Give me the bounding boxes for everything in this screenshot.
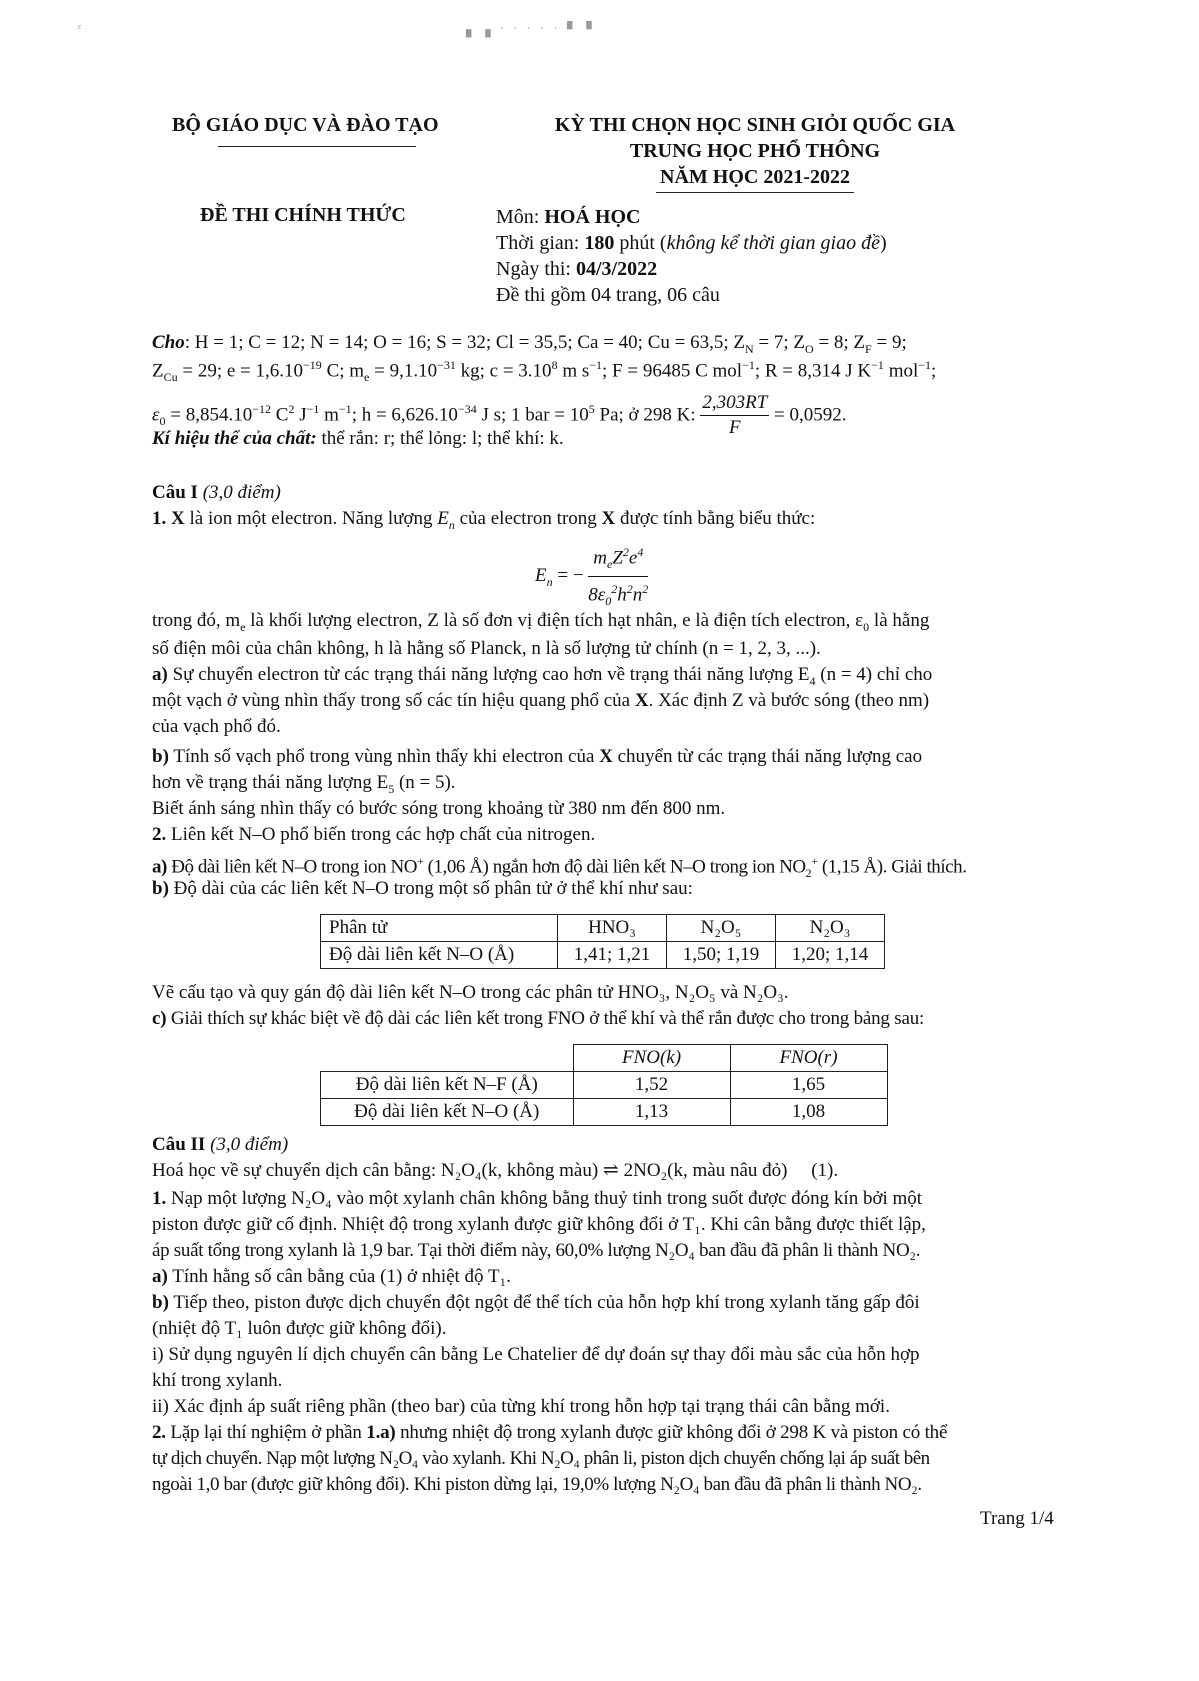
q1-points: (3,0 điểm) [197,482,281,503]
title-underline [656,192,854,193]
fn-sup: 2 [622,545,629,559]
q1-p2b [152,876,1070,902]
table-row [321,915,885,942]
q1-p2c-label: c) [152,1008,167,1029]
fd: 8ε [588,584,606,606]
time-note: không kể thời gian giao đề [666,232,880,254]
q1-p2b-label: b) [152,878,169,899]
date-value: 04/3/2022 [576,258,658,280]
const-sub: F [865,341,872,356]
table-row [321,1099,888,1126]
q1-b-label: b) [152,746,169,767]
const-sup: −1 [742,358,755,372]
q1-p2 [152,822,1070,848]
q1-p1 [152,506,1070,538]
q2-b-label: b) [152,1292,169,1313]
const-sup: −1 [871,358,884,372]
table-cell: 1,20; 1,14 [776,942,885,969]
q1-text: được tính bằng biểu thức: [615,508,816,529]
const-sup: −1 [589,358,603,372]
const-sup: −31 [437,358,456,372]
ministry-underline [218,146,416,147]
exam-title-1: KỲ THI CHỌN HỌC SINH GIỎI QUỐC GIA [554,114,956,136]
official-label: ĐỀ THI CHÍNH THỨC [200,204,406,226]
q2-b-line-1 [152,1290,1070,1316]
q2-b-line-2: (nhiệt độ T₁ luôn được giữ không đổi). [152,1318,447,1339]
table-cell: Phân tử [321,915,558,942]
q2-points: (3,0 điểm) [205,1134,289,1155]
const-text: C [271,404,289,426]
q1-sup: + [417,854,424,868]
fn-sub: e [606,557,613,572]
q1-sup: + [811,854,818,868]
const-text: ; [931,360,937,382]
q2-ii: ii) Xác định áp suất riêng phần (theo bar) của từng khí trong hỗn hợp tại trạng thái cân bằng mới. [152,1396,890,1417]
q2-p1-line-3: áp suất tổng trong xylanh là 1,9 bar. Tại thời điểm này, 60,0% lượng N₂O₄ ban đầu đã phân li thành NO₂. [152,1240,921,1261]
const-text: = 7; Z [753,332,806,353]
const-text: kg; c = 3.10 [455,360,552,382]
q1-text: E [437,508,449,529]
const-text: = 8; Z [813,332,866,353]
q2-text: Tính hằng số cân bằng của (1) ở nhiệt độ T₁. [167,1266,511,1287]
table-cell: N₂O₅ [667,915,776,942]
const-sub: O [805,341,814,356]
const-sup: −34 [457,402,477,416]
fd-sup: 2 [642,582,649,597]
cho-label: Cho [152,332,185,353]
const-text: = 8,854.10 [165,404,253,426]
fd: h [617,584,627,606]
table-row [321,1045,888,1072]
const-sub: N [744,341,754,356]
const-text: mol [883,360,919,382]
q2-p1-num: 1. [152,1188,167,1209]
q2-a [152,1264,1070,1290]
time-value: 180 [584,232,615,254]
table-cell: 1,50; 1,19 [667,942,776,969]
table-cell: Độ dài liên kết N–F (Å) [321,1072,574,1099]
q1-text: Giải thích sự khác biệt về độ dài các liên kết trong FNO ở thể khí và thể rắn được cho trong bảng sau: [166,1008,925,1029]
const-text: C; m [321,360,365,382]
q1-text: của electron trong [454,508,602,529]
q1-title-text: Câu I [152,482,198,503]
const-text: m s [557,360,590,382]
q1-visible-note: Biết ánh sáng nhìn thấy có bước sóng trong khoảng từ 380 nm đến 800 nm. [152,798,726,819]
q1-sub: 2 [805,866,812,881]
q1-text: (n = 5). [394,772,456,793]
table-cell: Độ dài liên kết N–O (Å) [321,1099,574,1126]
q1-x: X [601,508,616,529]
q2-text: Nạp một lượng N₂O₄ vào một xylanh chân không bằng thuỷ tinh trong suốt được đóng kín bởi một [166,1188,923,1209]
fn: Z [612,547,623,569]
q2-intro: Hoá học về sự chuyển dịch cân bằng: N₂O₄(k, không màu) ⇌ 2NO₂(k, màu nâu đỏ) (1). [152,1160,839,1181]
page-number: Trang 1/4 [980,1508,1054,1529]
q1-text: chuyển từ các trạng thái năng lượng cao [612,746,923,767]
q2-p2-line-2: tự dịch chuyển. Nạp một lượng N₂O₄ vào xylanh. Khi N₂O₄ phân li, piston dịch chuyển chống lại áp suất bên [152,1448,930,1469]
table-row [321,1072,888,1099]
q2-p2-line-3: ngoài 1,0 bar (được giữ không đổi). Khi piston dừng lại, 19,0% lượng N₂O₄ ban đầu đã phân li thành NO₂. [152,1474,922,1495]
q1-text: (n = 4) chỉ cho [815,664,933,685]
time-close: ) [879,232,887,254]
bond-length-table-2 [320,1044,888,1126]
q1-p2a-label: a) [152,856,167,878]
bond-length-table-1 [320,914,885,969]
q1-explain-2: số điện môi của chân không, h là hằng số Planck, n là số lượng tử chính (n = 1, 2, 3, ...). [152,638,821,659]
q1-b-line-1 [152,744,1070,770]
states-label: Kí hiệu thể của chất: [152,428,317,449]
const-text: Pa; ở 298 K: [594,404,701,426]
q1-text: là khối lượng electron, Z là số đơn vị điện tích hạt nhân, e là điện tích electron, ε [245,610,864,631]
const-sup: −19 [303,358,322,372]
q1-sub: 5 [388,781,395,796]
q2-i-line-2: khí trong xylanh. [152,1370,283,1391]
fd-sub: 0 [605,594,612,609]
q1-text: Liên kết N–O phổ biến trong các hợp chất của nitrogen. [166,824,596,845]
const-text: ; R = 8,314 J K [754,360,872,382]
q1-title [152,480,1070,506]
q2-p2-line-1 [152,1420,1070,1446]
q1-draw-text: Vẽ cấu tạo và quy gán độ dài liên kết N–O trong các phân tử HNO₃, N₂O₅ và N₂O₃. [152,982,789,1003]
const-sup: −12 [252,402,271,416]
fd-sup: 2 [611,582,618,597]
subject-label: Môn: [496,206,545,228]
const-sup: −1 [306,402,320,416]
table-cell: Độ dài liên kết N–O (Å) [321,942,558,969]
states-line [152,426,1070,452]
energy-formula [535,540,648,613]
exam-title-3: NĂM HỌC 2021-2022 [660,166,850,188]
frac-denominator: F [729,417,741,439]
exam-title-2: TRUNG HỌC PHỔ THÔNG [629,140,881,162]
q1-text: một vạch ở vùng nhìn thấy trong số các tín hiệu quang phổ của [152,690,635,711]
q1-a-line-3: của vạch phổ đó. [152,716,281,737]
frac-numerator: 2,303RT [700,391,769,416]
q1-text: Độ dài của các liên kết N–O trong một số phân tử ở thể khí như sau: [168,878,693,899]
q2-p2-num: 2. [152,1422,166,1443]
const-sub: e [364,370,370,385]
const-text: = 29; e = 1,6.10 [177,360,304,382]
formula-sub: n [546,574,553,589]
const-text: ; h = 6,626.10 [351,404,458,426]
table-cell: HNO₃ [558,915,667,942]
date-line [496,256,887,282]
time-line [496,230,887,256]
q1-text: Sự chuyển electron từ các trạng thái năng lượng cao hơn về trạng thái năng lượng E [167,664,810,685]
q2-text: nhưng nhiệt độ trong xylanh được giữ không đổi ở 298 K và piston có thể [395,1422,948,1443]
q2-title-text: Câu II [152,1134,206,1155]
q1-p2-num: 2. [152,824,167,845]
states-text: thể rắn: r; thể lỏng: l; thể khí: k. [316,428,564,449]
const-text: ; F = 96485 C mol [602,360,743,382]
const-text: J [294,404,307,426]
const-text: = 0,0592. [769,404,847,426]
table-cell: N₂O₃ [776,915,885,942]
table-cell: 1,52 [573,1072,730,1099]
formula-eq: = − [552,564,584,586]
q1-a-line-2 [152,688,1070,714]
q2-text: Lặp lại thí nghiệm ở phần [165,1422,367,1443]
const-sup: −1 [918,358,932,372]
q1-text: Tính số vạch phổ trong vùng nhìn thấy khi electron của [168,746,600,767]
table-cell: 1,08 [730,1099,887,1126]
const-text: = 9,1.10 [369,360,438,382]
table-cell: 1,13 [573,1099,730,1126]
q2-p1-line-2: piston được giữ cố định. Nhiệt độ trong xylanh được giữ không đổi ở T₁. Khi cân bằng được thiết lập, [152,1214,926,1235]
q1-text: trong đó, m [152,610,241,631]
time-label: Thời gian: [496,232,585,254]
pages-info: Đề thi gồm 04 trang, 06 câu [496,284,720,306]
q1-text: (1,15 Å). Giải thích. [817,856,967,878]
ministry-name: BỘ GIÁO DỤC VÀ ĐÀO TẠO [172,114,439,136]
q2-p1-line-1 [152,1186,1070,1212]
q1-sub: 4 [809,673,816,688]
table-cell: FNO(r) [730,1045,887,1072]
fd: n [632,584,643,606]
const-sup: 2 [288,402,295,416]
q1-x: X [634,690,649,711]
time-unit: phút ( [614,232,667,254]
scan-artifact: ▖▗ ˑ ˑ ˑ ˑ ˑ ▘▝ [466,23,595,38]
table-row [321,942,885,969]
subject-line [496,204,887,230]
scan-artifact: ᵋ [78,22,82,37]
q1-text: hơn về trạng thái năng lượng E [152,772,389,793]
q1-text: là hằng [869,610,930,631]
exam-info [496,204,887,308]
q1-x: X [166,508,185,529]
const-text: J s; 1 bar = 10 [476,404,589,426]
table-cell: FNO(k) [573,1045,730,1072]
q1-p2c [152,1006,1070,1032]
const-sup: −1 [338,402,352,416]
const-sup: 8 [551,358,558,372]
fn-sup: 4 [637,545,644,559]
q2-i-line-1: i) Sử dụng nguyên lí dịch chuyển cân bằng Le Chatelier để dự đoán sự thay đổi màu sắc của hỗn hợp [152,1344,920,1365]
q1-text: Độ dài liên kết N–O trong ion NO [166,856,417,878]
q1-a-label: a) [152,664,168,685]
const-text: = 9; [871,332,907,353]
q1-x: X [599,746,613,767]
formula-numerator [588,540,648,577]
q1-text: (1,06 Å) ngắn hơn độ dài liên kết N–O trong ion NO [423,856,806,878]
q2-text: Tiếp theo, piston được dịch chuyển đột ngột để thể tích của hỗn hợp khí trong xylanh tăng gấp đôi [168,1292,920,1313]
const-sup: 5 [588,402,595,416]
date-label: Ngày thi: [496,258,576,280]
energy-fraction [588,540,648,613]
table-cell: 1,65 [730,1072,887,1099]
const-sub: 0 [159,414,166,429]
const-text: Z [152,360,164,382]
table-cell [321,1045,574,1072]
fn: e [628,547,638,569]
formula-lhs: E [535,564,547,586]
fn: m [593,547,607,569]
q1-text: là ion một electron. Năng lượng [184,508,438,529]
const-text: : H = 1; C = 12; N = 14; O = 16; S = 32; Cl = 35,5; Ca = 40; Cu = 63,5; Z [184,332,745,353]
q1-p1-num: 1. [152,508,167,529]
q2-title [152,1132,1070,1158]
fd-sup: 2 [626,582,633,597]
q1-sub: e [240,619,246,634]
const-text: m [319,404,339,426]
subject-value: HOÁ HỌC [544,206,641,228]
const-sub: Cu [163,370,178,385]
q2-ref: 1.a) [366,1422,396,1443]
q1-text: . Xác định Z và bước sóng (theo nm) [648,690,930,711]
q1-sub: 0 [863,619,870,634]
q1-sub: n [448,517,455,532]
table-cell: 1,41; 1,21 [558,942,667,969]
const-text: ε [152,404,160,426]
q2-a-label: a) [152,1266,168,1287]
